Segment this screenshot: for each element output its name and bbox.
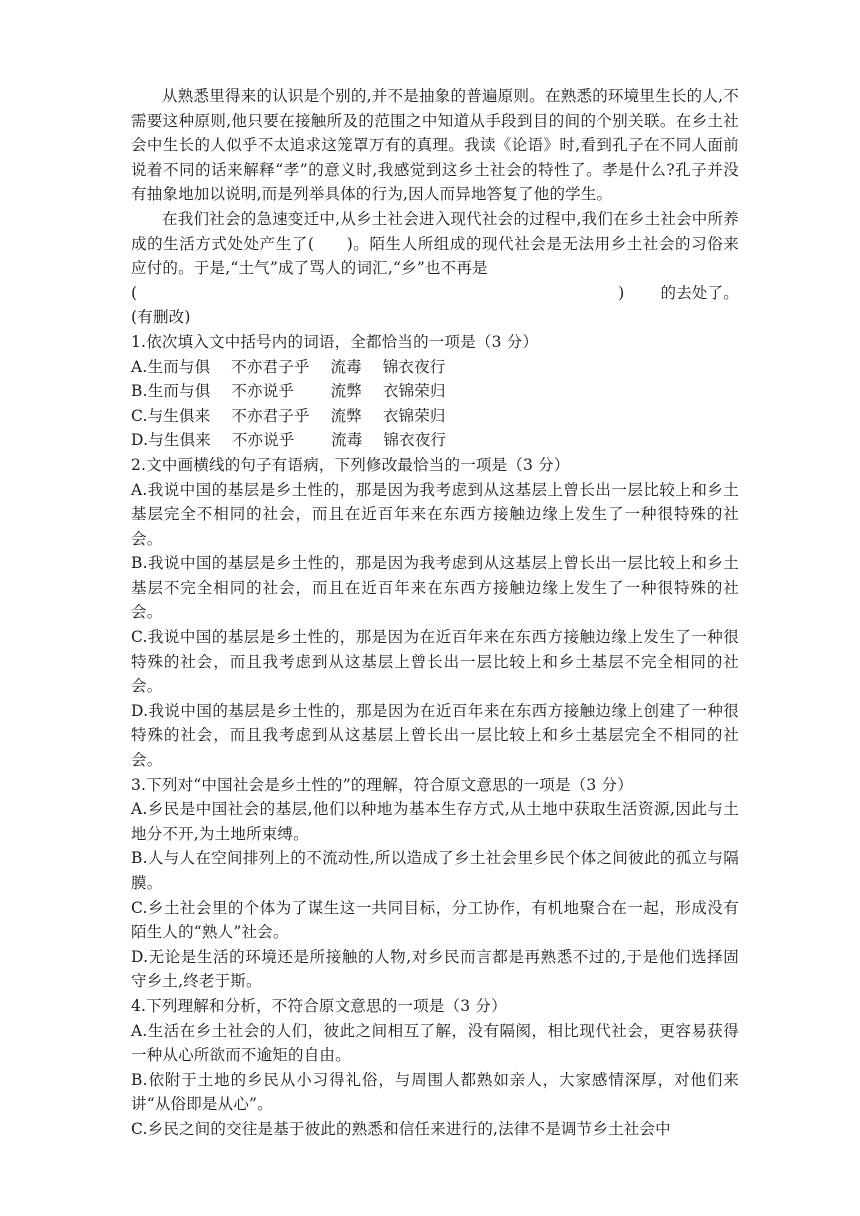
passage-paragraph-2: 在我们社会的急速变迁中,从乡土社会进入现代社会的过程中,我们在乡土社会中所养成的生活方式处处产生了( )。陌生人所组成的现代社会是无法用乡土社会的习俗来应付的。于是,“土气”成了骂人的词汇,“乡”也不再是 <box>131 209 739 278</box>
question-1-option-a: A.生而与俱 不亦君子乎 流毒 锦衣夜行 <box>131 357 446 376</box>
question-4-stem: 4.下列理解和分析，不符合原文意思的一项是（3 分） <box>131 996 507 1015</box>
question-2-option-a: A.我说中国的基层是乡土性的，那是因为我考虑到从这基层上曾长出一层比较上和乡土基层完全不相同的社会，而且在近百年来在东西方接触边缘上发生了一种很特殊的社会。 <box>131 480 739 548</box>
blank-close-paren: ) <box>618 283 625 302</box>
question-2-stem: 2.文中画横线的句子有语病，下列修改最恰当的一项是（3 分） <box>131 455 570 474</box>
question-1-option-b: B.生而与俱 不亦说乎 流弊 衣锦荣归 <box>131 382 446 401</box>
passage-blank-line: ( ) 的 去 处 了 。 <box>131 281 739 306</box>
question-1-stem: 1.依次填入文中括号内的词语，全都恰当的一项是（3 分） <box>131 332 539 351</box>
question-2-option-d: D.我说中国的基层是乡土性的，那是因为在近百年来在东西方接触边缘上创建了一种很特殊的社会，而且我考虑到从这基层上曾长出一层比较上和乡土基层完全不相同的社会。 <box>131 701 739 770</box>
question-2-option-c: C.我说中国的基层是乡土性的，那是因为在近百年来在东西方接触边缘上发生了一种很特殊的社会，而且我考虑到从这基层上曾长出一层比较上和乡土基层不完全相同的社会。 <box>131 628 739 696</box>
document-page <box>131 84 739 1142</box>
question-4-option-a: A.生活在乡土社会的人们，彼此之间相互了解，没有隔阂，相比现代社会，更容易获得一种从心所欲而不逾矩的自由。 <box>131 1021 739 1065</box>
blank-open-paren: ( <box>131 283 138 302</box>
question-2-option-b: B.我说中国的基层是乡土性的，那是因为我考虑到从这基层上曾长出一层比较上和乡土基层不完全相同的社会，而且在近百年来在东西方接触边缘上发生了一种很特殊的社会。 <box>131 554 739 622</box>
passage-note: (有删改) <box>131 308 191 327</box>
question-3-option-d: D.无论是生活的环境还是所接触的人物,对乡民而言都是再熟悉不过的,于是他们选择固守乡土,终老于斯。 <box>131 947 739 991</box>
question-3-stem: 3.下列对“中国社会是乡土性的”的理解，符合原文意思的一项是（3 分） <box>131 775 633 794</box>
question-1-option-c: C.与生俱来 不亦君子乎 流弊 衣锦荣归 <box>131 406 446 425</box>
question-3-option-a: A.乡民是中国社会的基层,他们以种地为基本生存方式,从土地中获取生活资源,因此与土地分不开,为土地所束缚。 <box>131 800 739 843</box>
question-3-option-c: C.乡土社会里的个体为了谋生这一共同目标，分工协作，有机地聚合在一起，形成没有陌生人的“熟人”社会。 <box>131 898 739 942</box>
question-3-option-b: B.人与人在空间排列上的不流动性,所以造成了乡土社会里乡民个体之间彼此的孤立与隔膜。 <box>131 849 739 892</box>
passage-paragraph-1: 从熟悉里得来的认识是个别的,并不是抽象的普遍原则。在熟悉的环境里生长的人,不需要这种原则,他只要在接触所及的范围之中知道从手段到目的间的个别关联。在乡土社会中生长的人似乎不太追求这笼罩万有的真理。我读《论语》时,看到孔子在不同人面前说着不同的话来解释“孝”的意义时,我感觉到这乡土社会的特性了。孝是什么?孔子并没有抽象地加以说明,而是列举具体的行为,因人而异地答复了他的学生。 <box>131 87 739 204</box>
question-1-option-d: D.与生俱来 不亦说乎 流毒 锦衣夜行 <box>131 431 447 450</box>
question-4-option-b: B.依附于土地的乡民从小习得礼俗，与周围人都熟如亲人，大家感情深厚，对他们来讲“从俗即是从心”。 <box>131 1070 739 1114</box>
question-4-option-c: C.乡民之间的交往是基于彼此的熟悉和信任来进行的,法律不是调节乡土社会中 <box>131 1119 671 1138</box>
